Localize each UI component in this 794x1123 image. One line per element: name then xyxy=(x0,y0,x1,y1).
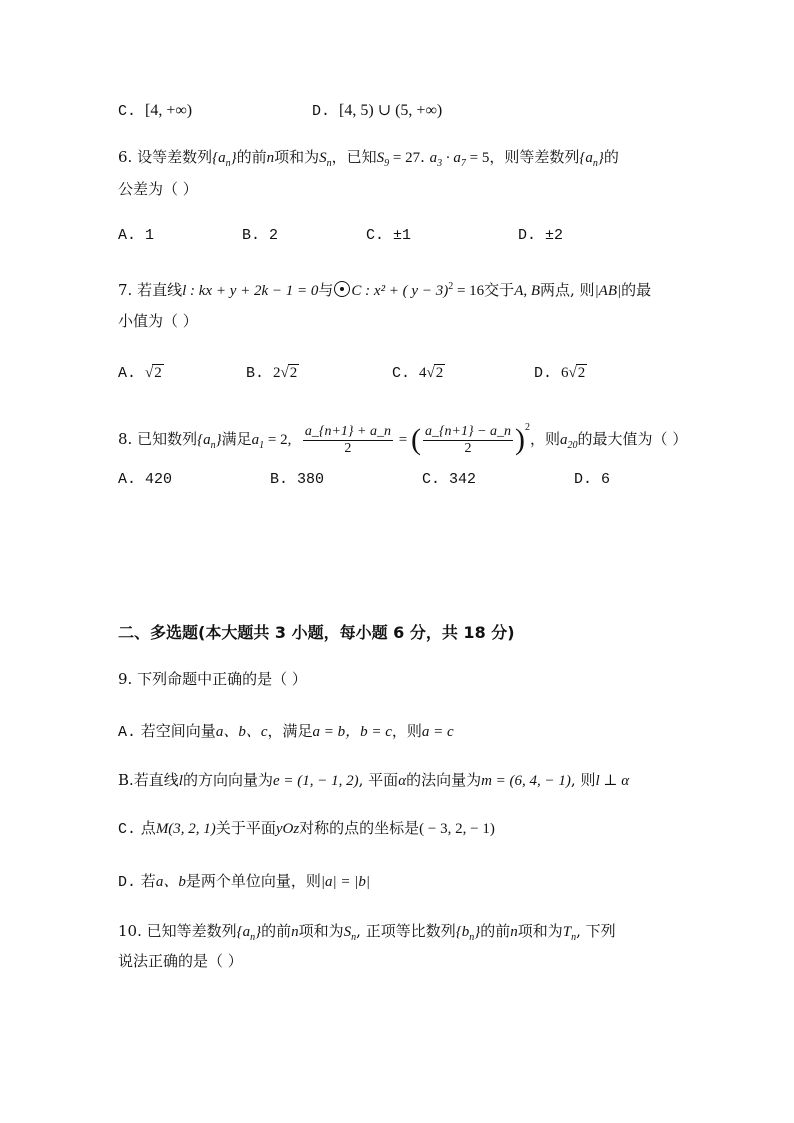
q7-circle-rest: = 16 xyxy=(453,283,485,299)
question-10-line2: 说法正确的是（ ） xyxy=(118,952,243,970)
option-label: C. xyxy=(366,227,385,244)
q8-option-a xyxy=(118,469,172,491)
q7-option-b xyxy=(246,362,299,385)
q9-text: 若 xyxy=(140,872,156,890)
q10-text: 的前 xyxy=(261,922,292,940)
q9-vector-m: m = (6, 4, − 1) xyxy=(481,773,571,789)
q6-option-a xyxy=(118,225,154,247)
q10-text: 10. 已知等差数列 xyxy=(118,922,237,940)
q7-text: 7. 若直线 xyxy=(118,281,183,299)
q6-text: 的前 xyxy=(236,148,267,166)
q5-option-d xyxy=(312,100,442,123)
fraction-denominator: 2 xyxy=(344,440,352,456)
q7-points: A, B xyxy=(514,283,541,299)
s-base: S xyxy=(319,150,327,166)
seq-base: {a xyxy=(197,432,211,448)
paren-close: ) xyxy=(515,423,526,456)
q6-option-d xyxy=(518,225,563,247)
sqrt-expr: 6√2 xyxy=(561,365,586,381)
q9-vector-e: e = (1, − 1, 2) xyxy=(272,773,359,789)
q9-result: |a| = |b| xyxy=(320,874,370,890)
question-10-stem xyxy=(118,920,616,949)
sqrt-coef: 6 xyxy=(561,365,569,381)
q7-text: 两点, 则 xyxy=(540,281,595,299)
q8-option-b xyxy=(270,469,324,491)
q6-text: . xyxy=(420,148,425,166)
seq-sub: n xyxy=(250,932,256,943)
option-label: A. xyxy=(118,471,137,488)
option-value: ±1 xyxy=(393,227,412,244)
q6-text: 的 xyxy=(603,148,619,166)
q10-text: 项和为 xyxy=(517,922,563,940)
option-value: 1 xyxy=(145,227,155,244)
q10-n: n xyxy=(291,924,299,940)
q9-text: B.若直线 xyxy=(118,771,179,789)
q7-abs: |AB| xyxy=(594,283,622,299)
seq-sub: n xyxy=(592,158,598,169)
option-label: D. xyxy=(534,365,553,382)
q10-text: 的前 xyxy=(480,922,511,940)
sqrt-coef: 4 xyxy=(419,365,427,381)
q7-option-a xyxy=(118,362,164,385)
option-label: D. xyxy=(574,471,593,488)
cond-base: S xyxy=(376,150,385,166)
q8-text: 满足 xyxy=(221,430,252,448)
q9-plane: yOz xyxy=(275,821,300,837)
cond-rest: = 27 xyxy=(389,150,421,166)
q10-text: , 正项等比数列 xyxy=(356,922,456,940)
cond-sub: 9 xyxy=(384,158,390,169)
option-label: D. xyxy=(518,227,537,244)
question-7-stem xyxy=(118,276,651,302)
s-sub: n xyxy=(326,158,332,169)
cond-rest: = 5 xyxy=(465,150,490,166)
circle-dot-icon xyxy=(334,281,350,297)
q9-point: M(3, 2, 1) xyxy=(155,821,216,837)
q9-text: 的方向向量为 xyxy=(182,771,273,789)
q6-cond1 xyxy=(376,150,421,169)
sqrt-expr: √2 xyxy=(145,365,162,381)
option-label: B. xyxy=(270,471,289,488)
question-6-stem xyxy=(118,146,619,175)
q7-text: 与 xyxy=(318,281,334,299)
q6-text: 项和为 xyxy=(274,148,320,166)
q7-text: 的最 xyxy=(621,281,652,299)
seq-base: {a xyxy=(236,924,251,940)
q6-text: ，已知 xyxy=(331,148,377,166)
q9-option-d xyxy=(118,870,370,894)
q9-result: a = c xyxy=(421,724,454,740)
question-8-stem: 8. 已知数列$\{a_n\}$满足$a_1 = 2$, $\frac{a\_\{n+1\} + a\_n}{2}$ = ( $\frac{a\_\{n+1\} - a\_n}{2}$ )$^2$，则$a_{20}$的最大值为（ ） xyxy=(118,422,688,456)
q6-text: ，则等差数列 xyxy=(489,148,580,166)
init-sub: 1 xyxy=(259,440,265,451)
option-label: A. xyxy=(118,724,137,741)
q9-text: 关于平面 xyxy=(215,819,276,837)
option-label: B. xyxy=(246,365,265,382)
q8-text: 的最大值为（ ） xyxy=(577,430,688,448)
seq-base: {a xyxy=(212,150,226,166)
q6-seq xyxy=(212,150,237,169)
fraction-denominator: 2 xyxy=(464,440,472,456)
q8-seq xyxy=(197,432,222,451)
option-value: 342 xyxy=(449,471,477,488)
seq-close: } xyxy=(215,432,222,448)
q10-tn xyxy=(562,924,577,943)
q8-text: 8. 已知数列 xyxy=(118,430,198,448)
q7-option-d xyxy=(534,362,587,385)
q8-fraction-1 xyxy=(303,424,393,457)
q9-text: ，则 xyxy=(391,722,422,740)
q9-text: , 平面 xyxy=(358,771,399,789)
option-value: 420 xyxy=(145,471,173,488)
option-label: D. xyxy=(118,874,137,891)
paren-open: ( xyxy=(410,423,421,456)
seq-sub: n xyxy=(469,932,475,943)
q6-seq xyxy=(579,150,604,169)
sqrt-coef: 2 xyxy=(273,365,281,381)
sqrt-radicand: 2 xyxy=(154,365,162,381)
q6-cond2 xyxy=(429,150,490,169)
q9-result: ( − 3, 2, − 1) xyxy=(419,821,495,837)
question-7-line2: 小值为（ ） xyxy=(118,312,198,330)
seq-close: } xyxy=(230,150,237,166)
q9-option-b xyxy=(118,769,629,792)
option-label: C. xyxy=(118,821,137,838)
sqrt-expr: 4√2 xyxy=(419,365,444,381)
q6-text: 6. 设等差数列 xyxy=(118,148,213,166)
q9-text: ，满足 xyxy=(267,722,313,740)
q9-text: 是两个单位向量，则 xyxy=(185,872,321,890)
section-heading: 二、多选题(本大题共 3 小题，每小题 6 分，共 18 分) xyxy=(118,623,515,642)
q9-text: 的法向量为 xyxy=(406,771,482,789)
q7-option-c xyxy=(392,362,445,385)
option-value: [4, +∞) xyxy=(145,102,193,119)
sqrt-radicand: 2 xyxy=(289,365,298,381)
seq-close: } xyxy=(597,150,604,166)
seq-sub: n xyxy=(210,440,216,451)
q10-seq-a xyxy=(236,924,262,943)
seq-close: } xyxy=(474,924,481,940)
question-6-line2: 公差为（ ） xyxy=(118,180,198,198)
q8-option-d xyxy=(574,469,610,491)
option-value: [4, 5) ∪ (5, +∞) xyxy=(339,102,443,119)
option-label: C. xyxy=(392,365,411,382)
option-value: 380 xyxy=(297,471,325,488)
cond-base: a xyxy=(429,150,438,166)
q9-option-c xyxy=(118,817,495,841)
target-base: a xyxy=(560,432,568,448)
q7-circle-eq: C : x² + ( y − 3) xyxy=(351,283,449,299)
option-value: 6 xyxy=(601,471,611,488)
q10-seq-b xyxy=(455,924,481,943)
q9-line-l: l xyxy=(178,773,183,789)
q8-exponent: 2 xyxy=(525,422,531,433)
init-base: a xyxy=(251,432,260,448)
t-base: T xyxy=(562,924,572,940)
q5-option-c xyxy=(118,100,192,123)
q10-sn xyxy=(343,924,357,943)
init-rest: = 2, xyxy=(264,432,292,448)
sqrt-radicand: 2 xyxy=(435,365,444,381)
fraction-numerator: a_{n+1} + a_n xyxy=(304,423,391,439)
q10-n: n xyxy=(510,924,518,940)
q7-line-eq: l : kx + y + 2k − 1 = 0 xyxy=(182,283,319,299)
option-label: A. xyxy=(118,227,137,244)
q10-text: , 下列 xyxy=(576,922,616,940)
q6-n: n xyxy=(266,150,275,166)
q6-option-b xyxy=(242,225,278,247)
option-label: C. xyxy=(422,471,441,488)
option-value: ±2 xyxy=(545,227,564,244)
cond-sub: 3 xyxy=(437,158,443,169)
t-sub: n xyxy=(571,932,577,943)
q6-option-c xyxy=(366,225,411,247)
s-base: S xyxy=(343,924,352,940)
s-sub: n xyxy=(351,932,357,943)
q8-option-c xyxy=(422,469,476,491)
question-9-stem: 9. 下列命题中正确的是（ ） xyxy=(118,670,307,688)
q9-text: 若空间向量 xyxy=(140,722,216,740)
option-value: 2 xyxy=(269,227,279,244)
seq-sub: n xyxy=(225,158,231,169)
q8-init xyxy=(251,432,292,451)
q9-condition: a = b，b = c xyxy=(312,724,392,740)
q9-option-a xyxy=(118,720,454,744)
q9-result: l ⊥ α xyxy=(595,773,630,789)
cond-mid: · a xyxy=(442,150,461,166)
option-label: A. xyxy=(118,365,137,382)
q8-text: ，则 xyxy=(530,430,561,448)
q8-fraction-2 xyxy=(423,424,513,457)
cond-sub: 7 xyxy=(460,158,466,169)
q9-vectors: a、b、c xyxy=(215,724,268,740)
option-label: C. xyxy=(118,103,137,120)
q9-text: 点 xyxy=(140,819,156,837)
option-label: B. xyxy=(242,227,261,244)
seq-base: {a xyxy=(579,150,593,166)
q9-text: 对称的点的坐标是 xyxy=(299,819,420,837)
seq-close: } xyxy=(255,924,262,940)
sqrt-radicand: 2 xyxy=(577,365,586,381)
option-label: D. xyxy=(312,103,331,120)
q9-plane-alpha: α xyxy=(398,773,407,789)
target-sub: 20 xyxy=(567,440,578,451)
seq-base: {b xyxy=(455,924,470,940)
fraction-numerator: a_{n+1} − a_n xyxy=(424,423,512,439)
q7-circle-exp: 2 xyxy=(448,281,454,292)
q10-text: 项和为 xyxy=(298,922,344,940)
q6-sn xyxy=(319,150,332,169)
q8-target xyxy=(560,432,578,451)
q9-vectors: a、b xyxy=(155,874,186,890)
q9-text: , 则 xyxy=(570,771,596,789)
q7-text: 交于 xyxy=(484,281,515,299)
sqrt-expr: 2√2 xyxy=(273,365,298,381)
